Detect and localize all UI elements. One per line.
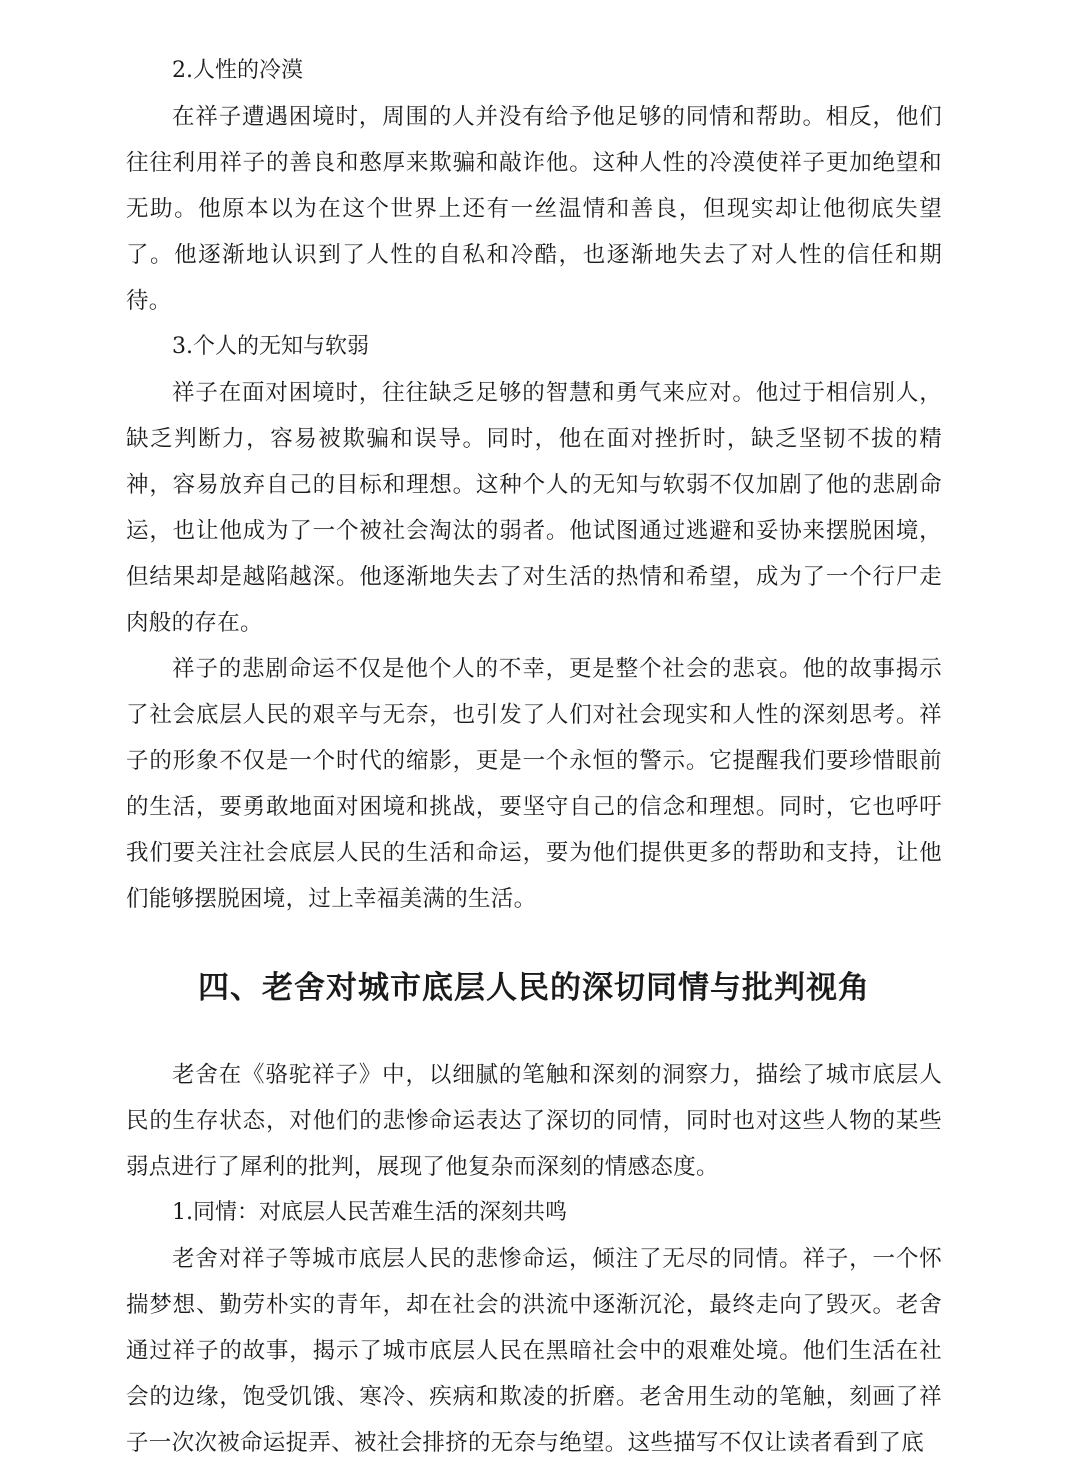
paragraph-human-indifference: 在祥子遭遇困境时，周围的人并没有给予他足够的同情和帮助。相反，他们往往利用祥子的善良和憨厚来欺骗和敲诈他。这种人性的冷漠使祥子更加绝望和无助。他原本以为在这个世界上还有一丝温情和善良，但现实却让他彻底失望了。他逐渐地认识到了人性的自私和冷酷，也逐渐地失去了对人性的信任和期待。: [126, 104, 942, 314]
paragraph-chapter-intro: 老舍在《骆驼祥子》中，以细腻的笔触和深刻的洞察力，描绘了城市底层人民的生存状态，对他们的悲惨命运表达了深切的同情，同时也对这些人物的某些弱点进行了犀利的批判，展现了他复杂而深刻的情感态度。: [126, 1062, 942, 1180]
subheading-sympathy: 1.同情：对底层人民苦难生活的深刻共鸣: [172, 1200, 567, 1225]
paragraph-summary: 祥子的悲剧命运不仅是他个人的不幸，更是整个社会的悲哀。他的故事揭示了社会底层人民的艰辛与无奈，也引发了人们对社会现实和人性的深刻思考。祥子的形象不仅是一个时代的缩影，更是一个永恒的警示。它提醒我们要珍惜眼前的生活，要勇敢地面对困境和挑战，要坚守自己的信念和理想。同时，它也呼吁我们要关注社会底层人民的生活和命运，要为他们提供更多的帮助和支持，让他们能够摆脱困境，过上幸福美满的生活。: [126, 656, 942, 912]
chapter-title: 四、老舍对城市底层人民的深切同情与批判视角: [198, 970, 870, 1006]
document-page: [126, 48, 942, 1466]
subheading-human-indifference: 2.人性的冷漠: [172, 58, 303, 83]
paragraph-sympathy: 老舍对祥子等城市底层人民的悲惨命运，倾注了无尽的同情。祥子，一个怀揣梦想、勤劳朴实的青年，却在社会的洪流中逐渐沉沦，最终走向了毁灭。老舍通过祥子的故事，揭示了城市底层人民在黑暗社会中的艰难处境。他们生活在社会的边缘，饱受饥饿、寒冷、疾病和欺凌的折磨。老舍用生动的笔触，刻画了祥子一次次被命运捉弄、被社会排挤的无奈与绝望。这些描写不仅让读者看到了底: [126, 1246, 942, 1456]
paragraph-ignorance-weakness: 祥子在面对困境时，往往缺乏足够的智慧和勇气来应对。他过于相信别人，缺乏判断力，容易被欺骗和误导。同时，他在面对挫折时，缺乏坚韧不拔的精神，容易放弃自己的目标和理想。这种个人的无知与软弱不仅加剧了他的悲剧命运，也让他成为了一个被社会淘汰的弱者。他试图通过逃避和妥协来摆脱困境，但结果却是越陷越深。他逐渐地失去了对生活的热情和希望，成为了一个行尸走肉般的存在。: [126, 380, 942, 636]
subheading-ignorance-weakness: 3.个人的无知与软弱: [172, 334, 369, 359]
